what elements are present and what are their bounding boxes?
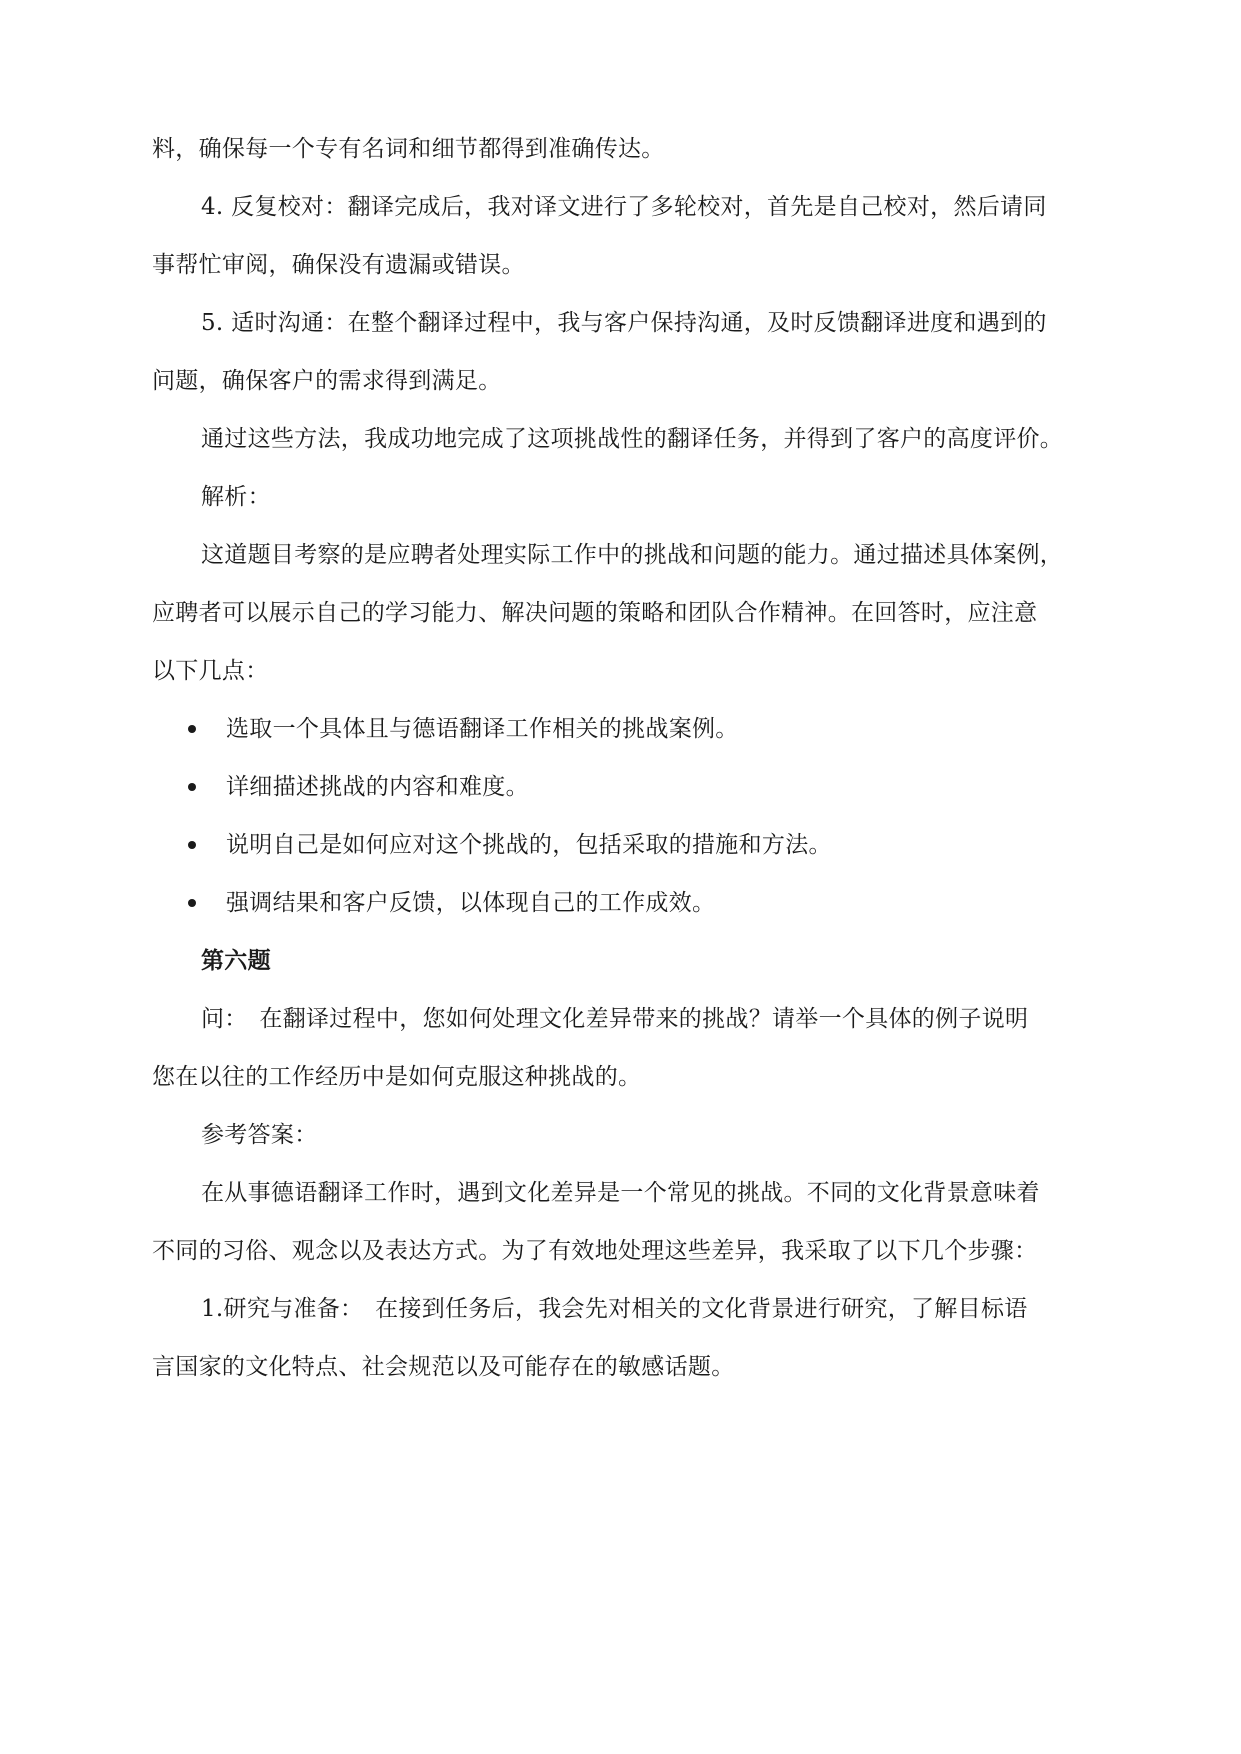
answer-line: 在从事德语翻译工作时，遇到文化差异是一个常见的挑战。不同的文化背景意味着 bbox=[201, 1180, 1040, 1206]
bullet-text: 说明自己是如何应对这个挑战的，包括采取的措施和方法。 bbox=[226, 832, 832, 858]
bullet-icon bbox=[188, 725, 196, 733]
paragraph-line: 料，确保每一个专有名词和细节都得到准确传达。 bbox=[152, 136, 665, 162]
bullet-icon bbox=[188, 841, 196, 849]
paragraph-line: 4. 反复校对：翻译完成后，我对译文进行了多轮校对，首先是自己校对，然后请同 bbox=[201, 194, 1047, 220]
paragraph-line: 应聘者可以展示自己的学习能力、解决问题的策略和团队合作精神。在回答时，应注意 bbox=[152, 600, 1038, 626]
answer-label: 参考答案： bbox=[201, 1122, 318, 1148]
paragraph-line: 5. 适时沟通：在整个翻译过程中，我与客户保持沟通，及时反馈翻译进度和遇到的 bbox=[201, 310, 1047, 336]
bullet-text: 选取一个具体且与德语翻译工作相关的挑战案例。 bbox=[226, 716, 739, 742]
section-title: 第六题 bbox=[201, 948, 271, 974]
paragraph-line: 通过这些方法，我成功地完成了这项挑战性的翻译任务，并得到了客户的高度评价。 bbox=[201, 426, 1064, 452]
question-line: 问： 在翻译过程中，您如何处理文化差异带来的挑战？请举一个具体的例子说明 bbox=[201, 1006, 1029, 1032]
bullet-text: 强调结果和客户反馈，以体现自己的工作成效。 bbox=[226, 890, 716, 916]
paragraph-line: 问题，确保客户的需求得到满足。 bbox=[152, 368, 502, 394]
bullet-icon bbox=[188, 899, 196, 907]
bullet-text: 详细描述挑战的内容和难度。 bbox=[226, 774, 529, 800]
paragraph-line: 这道题目考察的是应聘者处理实际工作中的挑战和问题的能力。通过描述具体案例， bbox=[201, 542, 1064, 568]
paragraph-line: 事帮忙审阅，确保没有遗漏或错误。 bbox=[152, 252, 525, 278]
analysis-label: 解析： bbox=[201, 484, 271, 510]
answer-line: 言国家的文化特点、社会规范以及可能存在的敏感话题。 bbox=[152, 1354, 735, 1380]
question-line: 您在以往的工作经历中是如何克服这种挑战的。 bbox=[152, 1064, 642, 1090]
bullet-icon bbox=[188, 783, 196, 791]
answer-line: 1.研究与准备： 在接到任务后，我会先对相关的文化背景进行研究，了解目标语 bbox=[201, 1296, 1028, 1322]
paragraph-line: 以下几点： bbox=[152, 658, 269, 684]
answer-line: 不同的习俗、观念以及表达方式。为了有效地处理这些差异，我采取了以下几个步骤： bbox=[152, 1238, 1038, 1264]
